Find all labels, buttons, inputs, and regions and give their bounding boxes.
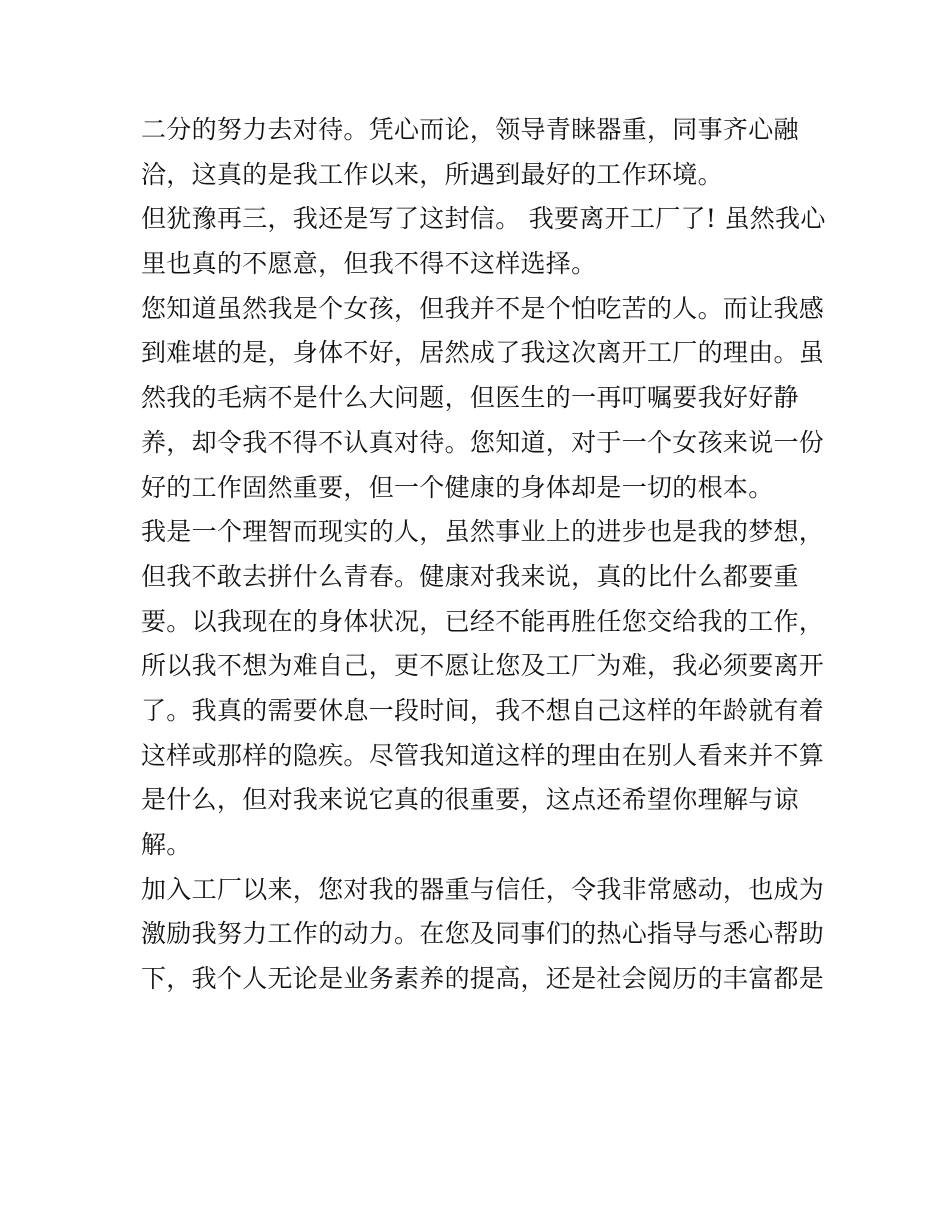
text-line: 加入工厂以来，您对我的器重与信任，令我非常感动，也成为 [141,874,825,904]
text-line: 我是一个理智而现实的人，虽然事业上的进步也是我的梦想， [141,517,825,547]
text-line: 二分的努力去对待。凭心而论，领导青睐器重，同事齐心融 [141,115,799,144]
text-line: 到难堪的是，身体不好，居然成了我这次离开工厂的理由。虽 [141,338,825,368]
text-line: 了。我真的需要休息一段时间，我不想自己这样的年龄就有着 [141,695,825,725]
text-line: 但我不敢去拼什么青春。健康对我来说，真的比什么都要重 [141,561,799,591]
text-line: 解。 [141,830,192,859]
text-line: 激励我努力工作的动力。在您及同事们的热心指导与悉心帮助 [141,919,825,949]
text-line: 养，却令我不得不认真对待。您知道，对于一个女孩来说一份 [141,427,825,457]
text-line: 洽，这真的是我工作以来，所遇到最好的工作环境。 [141,159,723,189]
text-line: 下，我个人无论是业务素养的提高，还是社会阅历的丰富都是 [141,964,825,994]
text-line: 所以我不想为难自己，更不愿让您及工厂为难，我必须要离开 [141,651,825,681]
text-line: 要。以我现在的身体状况，已经不能再胜任您交给我的工作， [141,606,825,636]
text-line: 好的工作固然重要，但一个健康的身体却是一切的根本。 [141,472,774,502]
letter-body [141,108,826,1002]
text-line: 是什么，但对我来说它真的很重要，这点还希望你理解与谅 [141,785,799,815]
text-line: 但犹豫再三，我还是写了这封信。 我要离开工厂了! 虽然我心 [141,204,826,234]
text-line: 您知道虽然我是个女孩，但我并不是个怕吃苦的人。而让我感 [141,293,825,323]
text-line: 里也真的不愿意，但我不得不这样选择。 [141,249,597,279]
text-line: 然我的毛病不是什么大问题，但医生的一再叮嘱要我好好静 [141,383,799,413]
text-line: 这样或那样的隐疾。尽管我知道这样的理由在别人看来并不算 [141,740,825,770]
